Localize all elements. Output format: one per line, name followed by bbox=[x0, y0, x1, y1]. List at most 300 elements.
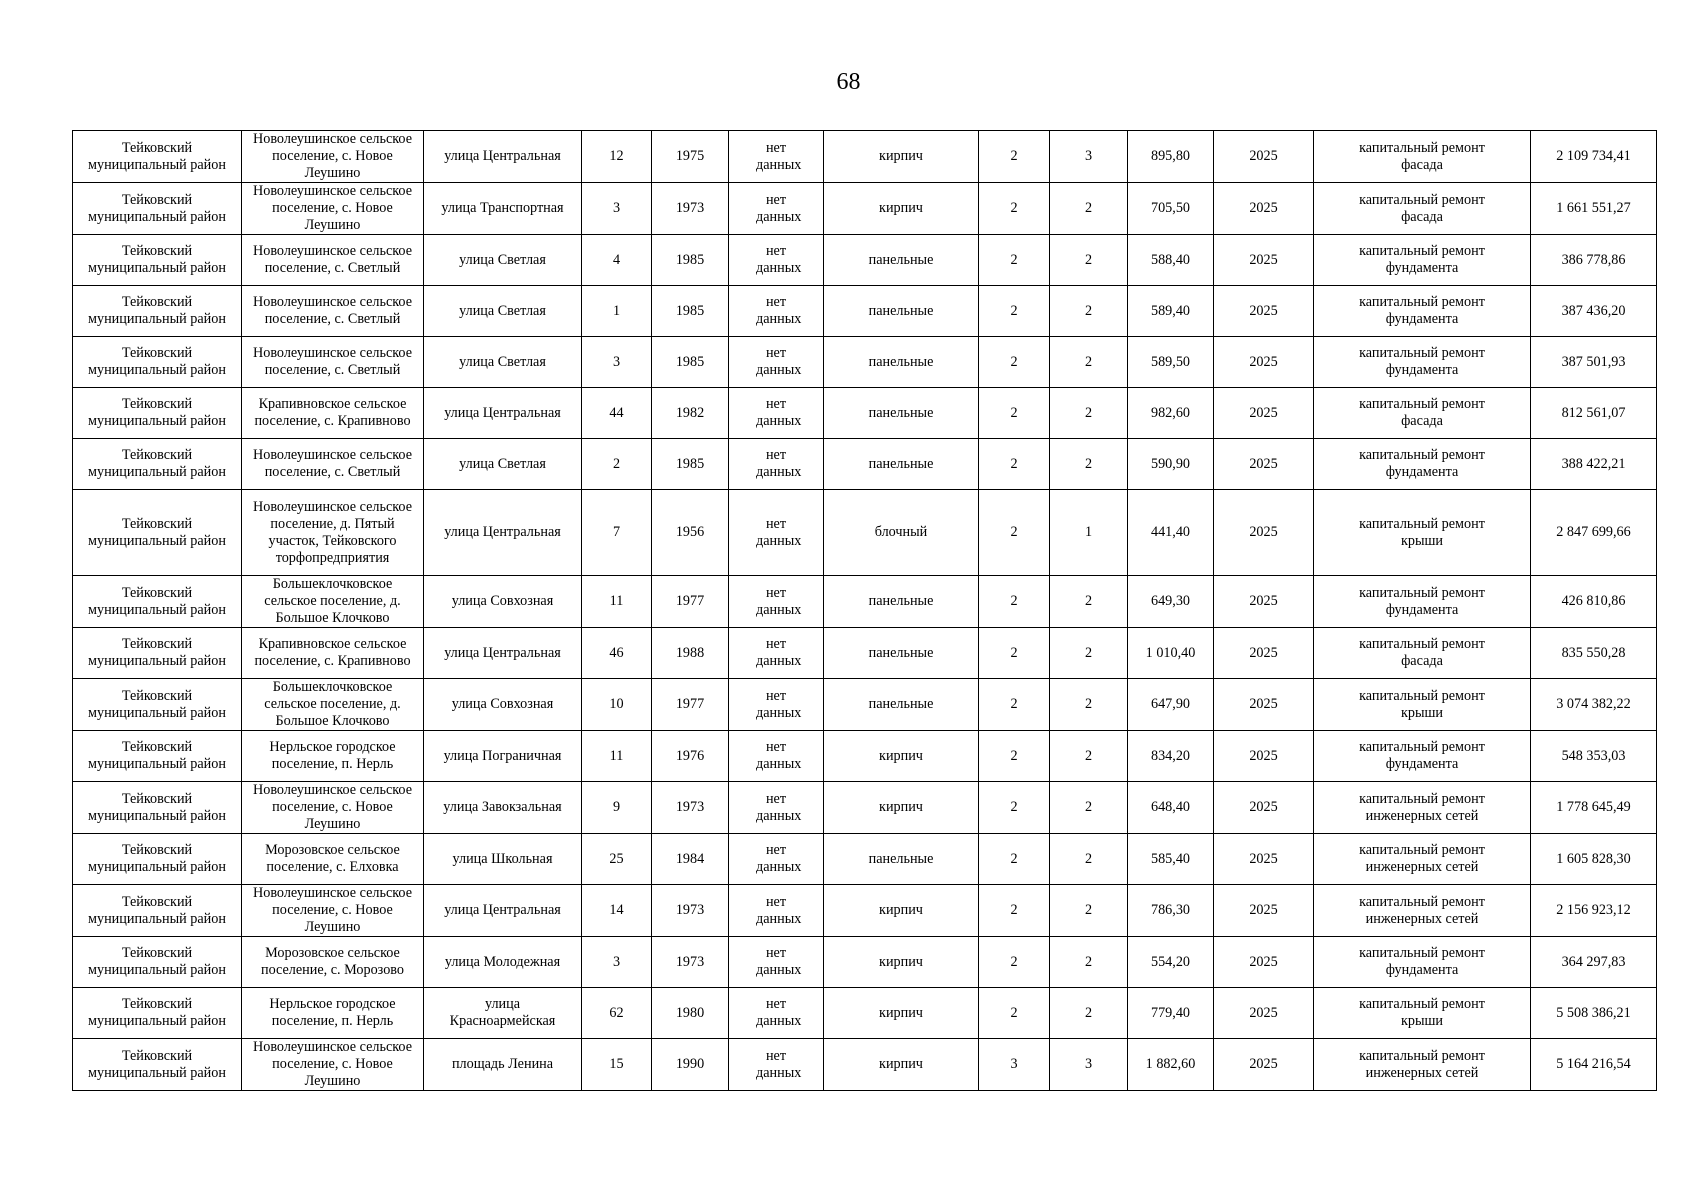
entrances-cell bbox=[1050, 782, 1128, 834]
plan-year-cell-text: 2025 bbox=[1249, 404, 1278, 421]
settlement-cell-text: Морозовское сельское поселение, с. Морозово bbox=[260, 945, 404, 978]
wall-material-cell-text: панельные bbox=[868, 251, 934, 268]
house-number-cell-text: 11 bbox=[609, 593, 624, 609]
work-type-cell-text: капитальный ремонт фасада bbox=[1359, 396, 1485, 429]
floors-cell-text: 2 bbox=[1010, 1004, 1018, 1021]
year-built-cell bbox=[652, 286, 729, 337]
settlement-cell-text: Новолеушинское сельское поселение, с. Новое Леушино bbox=[252, 131, 412, 181]
work-type-cell-text: капитальный ремонт крыши bbox=[1359, 515, 1485, 549]
work-type-cell-text: капитальный ремонт фундамента bbox=[1359, 584, 1485, 618]
cost-cell-text: 388 422,21 bbox=[1561, 455, 1626, 472]
table-row bbox=[73, 988, 1657, 1039]
settlement-cell bbox=[242, 183, 424, 235]
street-cell-text: площадь Ленина bbox=[451, 1056, 554, 1072]
cost-cell bbox=[1531, 183, 1657, 235]
settlement-cell bbox=[242, 885, 424, 937]
settlement-cell bbox=[242, 679, 424, 731]
work-type-cell bbox=[1314, 834, 1531, 885]
house-number-cell-text: 3 bbox=[612, 353, 621, 370]
floors-cell bbox=[979, 834, 1050, 885]
work-type-cell bbox=[1314, 286, 1531, 337]
entrances-cell bbox=[1050, 628, 1128, 679]
cost-cell bbox=[1531, 679, 1657, 731]
house-number-cell-text: 7 bbox=[612, 524, 621, 540]
house-number-cell-text: 4 bbox=[612, 251, 621, 268]
district-cell bbox=[73, 131, 242, 183]
district-cell-text: Тейковский муниципальный район bbox=[88, 396, 226, 429]
district-cell bbox=[73, 388, 242, 439]
settlement-cell-text: Новолеушинское сельское поселение, с. Светлый bbox=[252, 447, 412, 480]
house-number-cell bbox=[582, 388, 652, 439]
work-type-cell-text: капитальный ремонт фасада bbox=[1359, 636, 1485, 669]
house-number-cell-text: 62 bbox=[609, 1004, 624, 1021]
settlement-cell bbox=[242, 988, 424, 1039]
district-cell bbox=[73, 439, 242, 490]
table-row bbox=[73, 834, 1657, 885]
district-cell-text: Тейковский муниципальный район bbox=[88, 636, 226, 669]
cost-cell bbox=[1531, 439, 1657, 490]
settlement-cell bbox=[242, 235, 424, 286]
plan-year-cell-text: 2025 bbox=[1249, 524, 1278, 540]
year-built-cell bbox=[652, 1039, 729, 1091]
no-data-cell bbox=[729, 1039, 824, 1091]
year-built-cell-text: 1973 bbox=[675, 953, 705, 970]
no-data-cell bbox=[729, 937, 824, 988]
plan-year-cell-text: 2025 bbox=[1249, 251, 1278, 268]
settlement-cell-text: Крапивновское сельское поселение, с. Крапивново bbox=[254, 396, 411, 429]
table-row bbox=[73, 885, 1657, 937]
work-type-cell bbox=[1314, 235, 1531, 286]
work-type-cell bbox=[1314, 628, 1531, 679]
year-built-cell bbox=[652, 388, 729, 439]
area-cell bbox=[1128, 286, 1214, 337]
table-row bbox=[73, 183, 1657, 235]
floors-cell-text: 2 bbox=[1010, 593, 1018, 609]
floors-cell bbox=[979, 388, 1050, 439]
work-type-cell bbox=[1314, 731, 1531, 782]
wall-material-cell-text: панельные bbox=[868, 404, 934, 421]
year-built-cell bbox=[652, 679, 729, 731]
no-data-cell-text: нет данных bbox=[756, 139, 802, 173]
wall-material-cell-text: кирпич bbox=[879, 953, 923, 970]
floors-cell bbox=[979, 731, 1050, 782]
entrances-cell-text: 2 bbox=[1084, 696, 1093, 712]
street-cell bbox=[424, 490, 582, 576]
plan-year-cell-text: 2025 bbox=[1249, 353, 1278, 370]
cost-cell bbox=[1531, 131, 1657, 183]
floors-cell bbox=[979, 679, 1050, 731]
area-cell-text: 1 010,40 bbox=[1145, 644, 1196, 661]
year-built-cell-text: 1990 bbox=[675, 1056, 705, 1072]
cost-cell-text: 2 109 734,41 bbox=[1556, 148, 1631, 164]
year-built-cell-text: 1956 bbox=[675, 524, 705, 540]
floors-cell bbox=[979, 131, 1050, 183]
work-type-cell bbox=[1314, 1039, 1531, 1091]
entrances-cell-text: 2 bbox=[1084, 593, 1093, 609]
floors-cell bbox=[979, 937, 1050, 988]
area-cell bbox=[1128, 183, 1214, 235]
page-number: 68 bbox=[836, 69, 861, 95]
plan-year-cell bbox=[1214, 834, 1314, 885]
settlement-cell bbox=[242, 388, 424, 439]
year-built-cell-text: 1976 bbox=[675, 747, 705, 764]
floors-cell bbox=[979, 576, 1050, 628]
cost-cell-text: 1 605 828,30 bbox=[1556, 850, 1631, 867]
cost-cell-text: 426 810,86 bbox=[1561, 593, 1626, 609]
plan-year-cell bbox=[1214, 286, 1314, 337]
cost-cell bbox=[1531, 834, 1657, 885]
street-cell-text: улица Центральная bbox=[444, 404, 561, 421]
no-data-cell bbox=[729, 988, 824, 1039]
work-type-cell-text: капитальный ремонт инженерных сетей bbox=[1359, 1047, 1485, 1081]
year-built-cell-text: 1977 bbox=[675, 593, 705, 609]
work-type-cell bbox=[1314, 679, 1531, 731]
house-number-cell bbox=[582, 286, 652, 337]
plan-year-cell bbox=[1214, 131, 1314, 183]
wall-material-cell-text: блочный bbox=[874, 524, 928, 540]
entrances-cell bbox=[1050, 388, 1128, 439]
table-row bbox=[73, 439, 1657, 490]
cost-cell-text: 386 778,86 bbox=[1561, 251, 1626, 268]
wall-material-cell bbox=[824, 731, 979, 782]
plan-year-cell bbox=[1214, 439, 1314, 490]
floors-cell-text: 2 bbox=[1010, 353, 1018, 370]
district-cell bbox=[73, 988, 242, 1039]
district-cell bbox=[73, 1039, 242, 1091]
district-cell-text: Тейковский муниципальный район bbox=[88, 447, 226, 480]
wall-material-cell-text: кирпич bbox=[879, 148, 923, 164]
area-cell bbox=[1128, 337, 1214, 388]
street-cell bbox=[424, 183, 582, 235]
plan-year-cell-text: 2025 bbox=[1249, 644, 1278, 661]
work-type-cell-text: капитальный ремонт фундамента bbox=[1359, 739, 1485, 772]
district-cell-text: Тейковский муниципальный район bbox=[88, 584, 226, 618]
floors-cell bbox=[979, 337, 1050, 388]
entrances-cell-text: 2 bbox=[1084, 404, 1093, 421]
settlement-cell bbox=[242, 937, 424, 988]
plan-year-cell-text: 2025 bbox=[1249, 953, 1278, 970]
work-type-cell-text: капитальный ремонт фундамента bbox=[1359, 294, 1485, 327]
settlement-cell bbox=[242, 834, 424, 885]
year-built-cell bbox=[652, 988, 729, 1039]
district-cell bbox=[73, 235, 242, 286]
table-row bbox=[73, 731, 1657, 782]
entrances-cell bbox=[1050, 1039, 1128, 1091]
entrances-cell bbox=[1050, 834, 1128, 885]
area-cell bbox=[1128, 731, 1214, 782]
table-row bbox=[73, 337, 1657, 388]
cost-cell-text: 387 436,20 bbox=[1561, 302, 1626, 319]
house-number-cell-text: 10 bbox=[609, 696, 624, 712]
street-cell bbox=[424, 1039, 582, 1091]
floors-cell bbox=[979, 988, 1050, 1039]
house-number-cell-text: 11 bbox=[609, 747, 624, 764]
plan-year-cell bbox=[1214, 235, 1314, 286]
street-cell-text: улица Светлая bbox=[459, 353, 546, 370]
work-type-cell bbox=[1314, 183, 1531, 235]
table-row bbox=[73, 679, 1657, 731]
area-cell-text: 554,20 bbox=[1150, 953, 1190, 970]
table-row bbox=[73, 628, 1657, 679]
settlement-cell bbox=[242, 628, 424, 679]
floors-cell-text: 2 bbox=[1010, 747, 1018, 764]
wall-material-cell bbox=[824, 235, 979, 286]
district-cell-text: Тейковский муниципальный район bbox=[88, 842, 226, 875]
district-cell bbox=[73, 679, 242, 731]
no-data-cell-text: нет данных bbox=[756, 945, 802, 978]
year-built-cell-text: 1985 bbox=[675, 251, 705, 268]
house-number-cell bbox=[582, 131, 652, 183]
entrances-cell-text: 2 bbox=[1084, 644, 1093, 661]
no-data-cell bbox=[729, 235, 824, 286]
area-cell-text: 895,80 bbox=[1150, 148, 1190, 164]
district-cell bbox=[73, 731, 242, 782]
street-cell bbox=[424, 628, 582, 679]
no-data-cell-text: нет данных bbox=[756, 996, 802, 1029]
cost-cell bbox=[1531, 988, 1657, 1039]
year-built-cell bbox=[652, 782, 729, 834]
work-type-cell-text: капитальный ремонт инженерных сетей bbox=[1359, 893, 1485, 927]
wall-material-cell-text: кирпич bbox=[879, 200, 923, 216]
floors-cell-text: 2 bbox=[1010, 953, 1018, 970]
settlement-cell-text: Морозовское сельское поселение, с. Елховка bbox=[265, 842, 400, 875]
house-number-cell-text: 3 bbox=[612, 200, 621, 216]
year-built-cell bbox=[652, 490, 729, 576]
street-cell bbox=[424, 988, 582, 1039]
area-cell-text: 589,40 bbox=[1150, 302, 1190, 319]
area-cell bbox=[1128, 988, 1214, 1039]
no-data-cell bbox=[729, 131, 824, 183]
no-data-cell bbox=[729, 388, 824, 439]
settlement-cell-text: Новолеушинское сельское поселение, с. Новое Леушино bbox=[252, 782, 412, 832]
no-data-cell-text: нет данных bbox=[756, 893, 802, 927]
area-cell bbox=[1128, 628, 1214, 679]
street-cell-text: улица Завокзальная bbox=[443, 799, 562, 815]
area-cell-text: 585,40 bbox=[1150, 850, 1190, 867]
no-data-cell bbox=[729, 576, 824, 628]
year-built-cell-text: 1984 bbox=[675, 850, 705, 867]
wall-material-cell-text: панельные bbox=[868, 353, 934, 370]
street-cell bbox=[424, 235, 582, 286]
district-cell bbox=[73, 286, 242, 337]
year-built-cell bbox=[652, 834, 729, 885]
work-type-cell-text: капитальный ремонт инженерных сетей bbox=[1359, 842, 1485, 875]
area-cell bbox=[1128, 679, 1214, 731]
district-cell bbox=[73, 628, 242, 679]
district-cell bbox=[73, 937, 242, 988]
plan-year-cell-text: 2025 bbox=[1249, 302, 1278, 319]
table-row bbox=[73, 235, 1657, 286]
wall-material-cell bbox=[824, 388, 979, 439]
street-cell bbox=[424, 576, 582, 628]
plan-year-cell bbox=[1214, 628, 1314, 679]
work-type-cell bbox=[1314, 885, 1531, 937]
plan-year-cell bbox=[1214, 679, 1314, 731]
floors-cell bbox=[979, 183, 1050, 235]
district-cell-text: Тейковский муниципальный район bbox=[88, 893, 226, 927]
cost-cell bbox=[1531, 337, 1657, 388]
cost-cell-text: 1 661 551,27 bbox=[1556, 200, 1631, 216]
year-built-cell-text: 1975 bbox=[675, 148, 705, 164]
cost-cell-text: 5 164 216,54 bbox=[1556, 1056, 1631, 1072]
street-cell-text: улица Красноармейская bbox=[449, 996, 556, 1029]
entrances-cell bbox=[1050, 576, 1128, 628]
street-cell-text: улица Центральная bbox=[444, 148, 561, 164]
entrances-cell bbox=[1050, 131, 1128, 183]
street-cell bbox=[424, 834, 582, 885]
work-type-cell bbox=[1314, 490, 1531, 576]
cost-cell-text: 835 550,28 bbox=[1561, 644, 1626, 661]
entrances-cell-text: 2 bbox=[1084, 747, 1093, 764]
no-data-cell bbox=[729, 731, 824, 782]
house-number-cell bbox=[582, 782, 652, 834]
area-cell bbox=[1128, 937, 1214, 988]
area-cell bbox=[1128, 235, 1214, 286]
area-cell bbox=[1128, 439, 1214, 490]
street-cell-text: улица Центральная bbox=[444, 644, 561, 661]
area-cell bbox=[1128, 885, 1214, 937]
plan-year-cell bbox=[1214, 1039, 1314, 1091]
district-cell-text: Тейковский муниципальный район bbox=[88, 515, 226, 549]
street-cell-text: улица Пограничная bbox=[443, 747, 562, 764]
wall-material-cell bbox=[824, 937, 979, 988]
settlement-cell-text: Нерльское городское поселение, п. Нерль bbox=[269, 739, 396, 772]
house-number-cell bbox=[582, 576, 652, 628]
year-built-cell bbox=[652, 576, 729, 628]
floors-cell bbox=[979, 286, 1050, 337]
entrances-cell-text: 2 bbox=[1084, 251, 1093, 268]
work-type-cell bbox=[1314, 439, 1531, 490]
area-cell-text: 649,30 bbox=[1150, 593, 1190, 609]
street-cell bbox=[424, 388, 582, 439]
wall-material-cell bbox=[824, 988, 979, 1039]
house-number-cell bbox=[582, 337, 652, 388]
work-type-cell-text: капитальный ремонт фундамента bbox=[1359, 945, 1485, 978]
entrances-cell bbox=[1050, 937, 1128, 988]
work-type-cell-text: капитальный ремонт крыши bbox=[1359, 996, 1485, 1029]
no-data-cell bbox=[729, 782, 824, 834]
plan-year-cell bbox=[1214, 490, 1314, 576]
floors-cell-text: 3 bbox=[1010, 1056, 1018, 1072]
no-data-cell-text: нет данных bbox=[756, 396, 802, 429]
year-built-cell-text: 1985 bbox=[675, 302, 705, 319]
floors-cell bbox=[979, 628, 1050, 679]
district-cell-text: Тейковский муниципальный район bbox=[88, 294, 226, 327]
street-cell bbox=[424, 679, 582, 731]
floors-cell bbox=[979, 1039, 1050, 1091]
work-type-cell-text: капитальный ремонт фундамента bbox=[1359, 345, 1485, 378]
street-cell-text: улица Светлая bbox=[459, 302, 546, 319]
house-number-cell-text: 1 bbox=[612, 302, 621, 319]
district-cell bbox=[73, 183, 242, 235]
house-number-cell bbox=[582, 490, 652, 576]
table-row bbox=[73, 1039, 1657, 1091]
table-row bbox=[73, 286, 1657, 337]
district-cell-text: Тейковский муниципальный район bbox=[88, 191, 226, 225]
house-number-cell bbox=[582, 235, 652, 286]
work-type-cell bbox=[1314, 131, 1531, 183]
area-cell-text: 648,40 bbox=[1150, 799, 1190, 815]
district-cell bbox=[73, 490, 242, 576]
no-data-cell-text: нет данных bbox=[756, 687, 802, 721]
cost-cell-text: 548 353,03 bbox=[1561, 747, 1626, 764]
settlement-cell-text: Новолеушинское сельское поселение, с. Новое Леушино bbox=[252, 885, 412, 935]
entrances-cell bbox=[1050, 337, 1128, 388]
wall-material-cell-text: панельные bbox=[868, 696, 934, 712]
year-built-cell bbox=[652, 937, 729, 988]
no-data-cell-text: нет данных bbox=[756, 584, 802, 618]
house-number-cell bbox=[582, 731, 652, 782]
area-cell bbox=[1128, 388, 1214, 439]
floors-cell bbox=[979, 885, 1050, 937]
table-row bbox=[73, 576, 1657, 628]
district-cell bbox=[73, 885, 242, 937]
no-data-cell bbox=[729, 885, 824, 937]
street-cell bbox=[424, 782, 582, 834]
floors-cell-text: 2 bbox=[1010, 696, 1018, 712]
no-data-cell-text: нет данных bbox=[756, 243, 802, 276]
entrances-cell-text: 2 bbox=[1084, 302, 1093, 319]
entrances-cell-text: 3 bbox=[1084, 148, 1093, 164]
wall-material-cell bbox=[824, 576, 979, 628]
floors-cell-text: 2 bbox=[1010, 850, 1018, 867]
area-cell bbox=[1128, 834, 1214, 885]
floors-cell-text: 2 bbox=[1010, 404, 1018, 421]
wall-material-cell bbox=[824, 337, 979, 388]
entrances-cell bbox=[1050, 235, 1128, 286]
year-built-cell bbox=[652, 885, 729, 937]
cost-cell-text: 2 156 923,12 bbox=[1556, 902, 1631, 918]
house-number-cell-text: 14 bbox=[609, 902, 624, 918]
wall-material-cell bbox=[824, 628, 979, 679]
district-cell bbox=[73, 834, 242, 885]
settlement-cell bbox=[242, 731, 424, 782]
wall-material-cell bbox=[824, 286, 979, 337]
district-cell bbox=[73, 337, 242, 388]
no-data-cell bbox=[729, 490, 824, 576]
district-cell-text: Тейковский муниципальный район bbox=[88, 345, 226, 378]
wall-material-cell-text: кирпич bbox=[879, 1056, 923, 1072]
entrances-cell bbox=[1050, 439, 1128, 490]
table-row bbox=[73, 490, 1657, 576]
entrances-cell-text: 2 bbox=[1084, 1004, 1093, 1021]
entrances-cell-text: 3 bbox=[1084, 1056, 1093, 1072]
plan-year-cell-text: 2025 bbox=[1249, 455, 1278, 472]
year-built-cell-text: 1982 bbox=[675, 404, 705, 421]
wall-material-cell bbox=[824, 782, 979, 834]
district-cell-text: Тейковский муниципальный район bbox=[88, 139, 226, 173]
work-type-cell-text: капитальный ремонт инженерных сетей bbox=[1359, 790, 1485, 824]
year-built-cell-text: 1980 bbox=[675, 1004, 705, 1021]
work-type-cell bbox=[1314, 937, 1531, 988]
settlement-cell bbox=[242, 131, 424, 183]
table-row bbox=[73, 131, 1657, 183]
plan-year-cell bbox=[1214, 782, 1314, 834]
no-data-cell bbox=[729, 183, 824, 235]
plan-year-cell bbox=[1214, 337, 1314, 388]
year-built-cell bbox=[652, 183, 729, 235]
street-cell-text: улица Светлая bbox=[459, 251, 546, 268]
settlement-cell-text: Новолеушинское сельское поселение, д. Пятый участок, Тейковского торфопредприятия bbox=[252, 498, 412, 566]
plan-year-cell-text: 2025 bbox=[1249, 850, 1278, 867]
house-number-cell-text: 9 bbox=[612, 799, 621, 815]
area-cell-text: 589,50 bbox=[1150, 353, 1190, 370]
cost-cell-text: 5 508 386,21 bbox=[1556, 1004, 1631, 1021]
street-cell bbox=[424, 885, 582, 937]
work-type-cell-text: капитальный ремонт фундамента bbox=[1359, 447, 1485, 480]
table-row bbox=[73, 388, 1657, 439]
floors-cell-text: 2 bbox=[1010, 251, 1018, 268]
